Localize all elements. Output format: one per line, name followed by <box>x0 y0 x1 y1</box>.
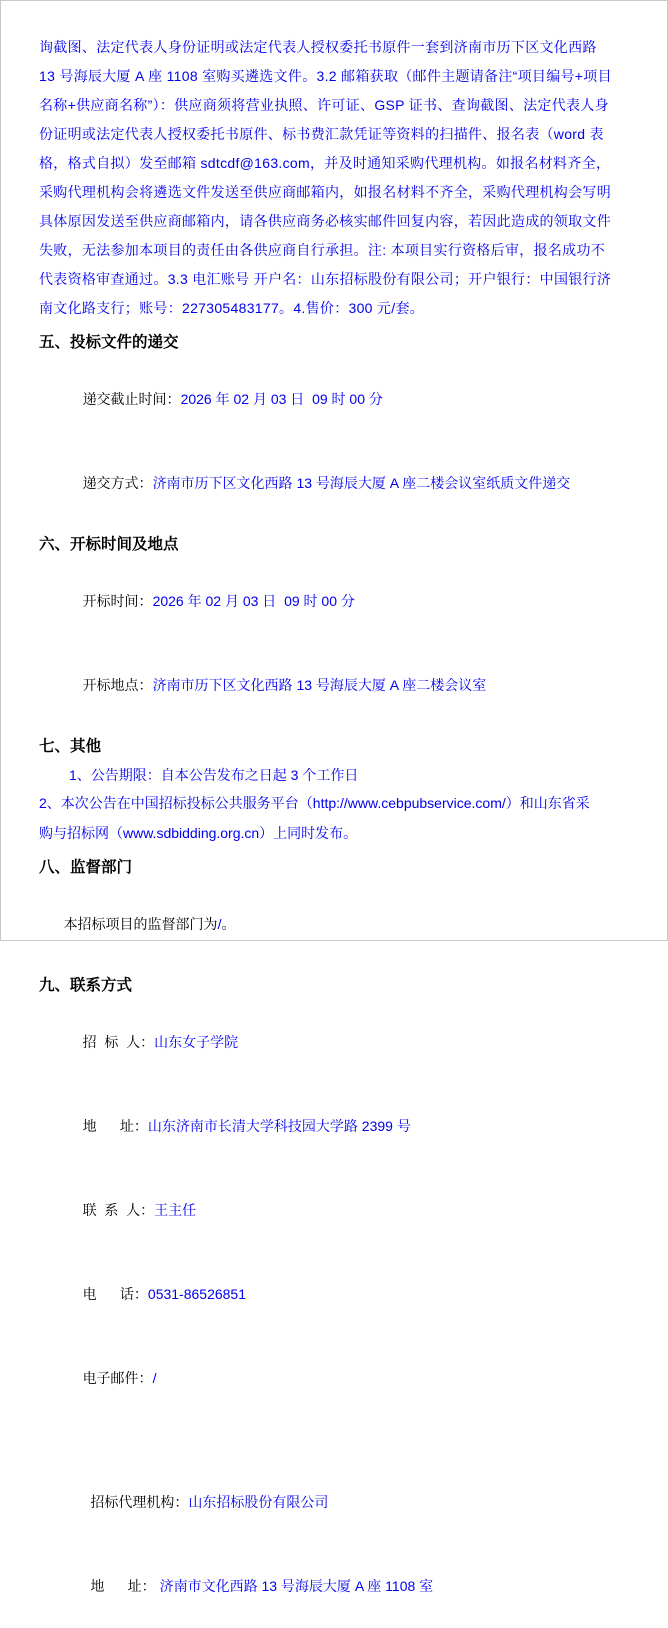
submission-method-label: 递交方式： <box>82 475 153 491</box>
agency-name-row <box>39 1460 631 1544</box>
document-body-paragraph <box>39 33 631 323</box>
paragraph-line: 采购代理机构会将遴选文件发送至供应商邮箱内，如报名材料不齐全，采购代理机构会写明 <box>39 184 611 200</box>
submission-deadline-label: 递交截止时间： <box>82 391 181 407</box>
submission-method-value: 济南市历下区文化西路 13 号海辰大厦 A 座二楼会议室纸质文件递交 <box>152 475 571 491</box>
phone-row <box>39 1252 631 1336</box>
opening-time-label: 开标时间： <box>82 593 153 609</box>
submission-method-row <box>39 441 631 525</box>
agency-address-value: 济南市文化西路 13 号海辰大厦 A 座 1108 室 <box>155 1578 434 1594</box>
supervision-department-row <box>39 882 631 966</box>
agency-name-value: 山东招标股份有限公司 <box>188 1494 329 1510</box>
email-value: / <box>152 1370 157 1386</box>
paragraph-line: 名称+供应商名称”）：供应商须将营业执照、许可证、GSP 证书、查询截图、法定代表人身 <box>39 97 609 113</box>
agency-address-row <box>39 1544 631 1628</box>
tenderer-value: 山东女子学院 <box>154 1034 239 1050</box>
email-label: 电子邮件： <box>82 1370 153 1386</box>
section-heading-supervision: 八、监督部门 <box>39 859 133 876</box>
tenderer-address-label: 地 址： <box>82 1118 148 1134</box>
section-heading-bid-opening: 六、开标时间及地点 <box>39 536 179 553</box>
contact-person-label: 联 系 人： <box>82 1202 155 1218</box>
tenderer-address-row <box>39 1084 631 1168</box>
publication-platforms-line: 2、本次公告在中国招标投标公共服务平台（http://www.cebpubservice.com/）和山东省采 <box>39 795 590 811</box>
tenderer-address-value: 山东济南市长清大学科技园大学路 2399 号 <box>147 1118 411 1134</box>
agency-info-block <box>39 1460 631 1628</box>
agency-name-label: 招标代理机构： <box>90 1494 189 1510</box>
paragraph-line: 询截图、法定代表人身份证明或法定代表人授权委托书原件一套到济南市历下区文化西路 <box>39 39 597 55</box>
section-heading-bid-submission: 五、投标文件的递交 <box>39 334 179 351</box>
agency-address-label: 地 址： <box>90 1578 156 1594</box>
announcement-period-item: 1、公告期限：自本公告发布之日起 3 个工作日 <box>69 767 359 783</box>
paragraph-line: 代表资格审查通过。3.3 电汇账号 开户名：山东招标股份有限公司；开户银行：中国银行济 <box>39 271 612 287</box>
paragraph-line: 具体原因发送至供应商邮箱内，请各供应商务必核实邮件回复内容，若因此造成的领取文件 <box>39 213 611 229</box>
tenderer-row <box>39 1000 631 1084</box>
phone-value: 0531-86526851 <box>147 1286 247 1302</box>
email-row <box>39 1336 631 1420</box>
supervision-department-prefix: 本招标项目的监督部门为 <box>63 916 218 932</box>
contact-person-row <box>39 1168 631 1252</box>
opening-place-label: 开标地点： <box>82 677 153 693</box>
contact-person-value: 王主任 <box>154 1202 197 1218</box>
phone-label: 电 话： <box>82 1286 148 1302</box>
supervision-department-suffix: 。 <box>221 916 236 932</box>
paragraph-line: 格，格式自拟）发至邮箱 sdtcdf@163.com，并及时通知采购代理机构。如报名材料齐全， <box>39 155 611 171</box>
opening-place-value: 济南市历下区文化西路 13 号海辰大厦 A 座二楼会议室 <box>152 677 487 693</box>
tenderer-label: 招 标 人： <box>82 1034 155 1050</box>
submission-deadline-row <box>39 357 631 441</box>
paragraph-line: 份证明或法定代表人授权委托书原件、标书费汇款凭证等资料的扫描件、报名表（word 表 <box>39 126 604 142</box>
paragraph-line: 13 号海辰大厦 A 座 1108 室购买遴选文件。3.2 邮箱获取（邮件主题请备注“项目编号+项目 <box>39 68 612 84</box>
opening-time-row <box>39 559 631 643</box>
supervision-department-value: / <box>217 916 222 932</box>
paragraph-line: 失败，无法参加本项目的责任由各供应商自行承担。注: 本项目实行资格后审，报名成功不 <box>39 242 606 258</box>
opening-place-row <box>39 643 631 727</box>
opening-time-value: 2026 年 02 月 03 日 09 时 00 分 <box>152 593 355 609</box>
publication-platforms-line: 购与招标网（www.sdbidding.org.cn）上同时发布。 <box>39 824 358 841</box>
paragraph-line: 南文化路支行；账号：227305483177。4.售价：300 元/套。 <box>39 300 425 316</box>
section-heading-others: 七、其他 <box>39 738 102 755</box>
submission-deadline-value: 2026 年 02 月 03 日 09 时 00 分 <box>180 391 383 407</box>
section-heading-contact: 九、联系方式 <box>39 977 133 994</box>
